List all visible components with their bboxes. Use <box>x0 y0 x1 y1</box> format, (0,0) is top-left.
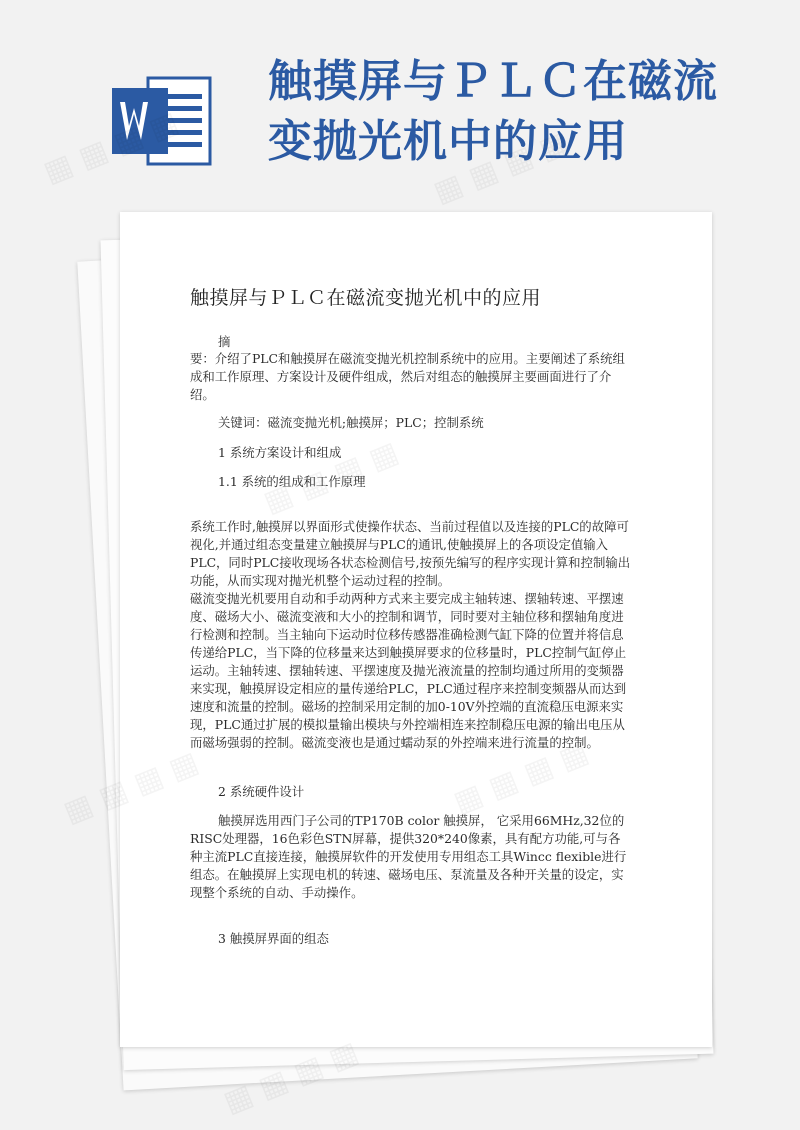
keywords: 关键词：磁流变抛光机;触摸屏；PLC；控制系统 <box>218 415 484 430</box>
body-paragraph-2: 磁流变抛光机要用自动和手动两种方式来主要完成主轴转速、摆轴转速、平摆速度、磁场大小、磁流变液和大小的控制和调节，同时要对主轴位移和摆轴角度进行检测和控制。当主轴向下运动时位移传感器准确检测气缸下降的位置并将信息传递给PLC，当下降的位移量来达到触摸屏要求的位移量时，PLC控制气缸停止运动。主轴转速、摆轴转速、平摆速度及抛光液流量的控制均通过所用的变频器来实现，触摸屏设定相应的量传递给PLC，PLC通过程序来控制变频器从而达到速度和流量的控制。磁场的控制采用定制的加0-10V外控端的直流稳压电源来实现，PLC通过扩展的模拟量输出模块与外控端相连来控制稳压电源的输出电压从而磁场强弱的控制。磁流变液也是通过蠕动泵的外控端来进行流量的控制。 <box>190 591 627 750</box>
document-title: 触摸屏与ＰＬＣ在磁流变抛光机中的应用 <box>190 287 542 309</box>
section-heading-3: 3 触摸屏界面的组态 <box>218 931 329 946</box>
section-heading-2: 2 系统硬件设计 <box>218 784 305 799</box>
section-heading-1-1: 1.1 系统的组成和工作原理 <box>218 474 366 489</box>
abstract-text: 要：介绍了PLC和触摸屏在磁流变抛光机控制系统中的应用。主要阐述了系统组成和工作原理、方案设计及硬件组成，然后对组态的触摸屏主要画面进行了介绍。 <box>190 351 625 402</box>
body-paragraph-3: 触摸屏选用西门子公司的TP170B color 触摸屏， 它采用66MHz,32位的RISC处理器，16色彩色STN屏幕，提供320*240像素，具有配方功能,可与各种主流PLC直接连接，触摸屏软件的开发使用专用组态工具Wincc flexible进行组态。在触摸屏上实现电机的转速、磁场电压、泵流量及各种开关量的设定，实现整个系统的自动、手动操作。 <box>190 813 627 900</box>
section-heading-1: 1 系统方案设计和组成 <box>218 445 342 460</box>
banner-title: 触摸屏与ＰＬＣ在磁流变抛光机中的应用 <box>268 56 718 167</box>
abstract-label: 摘 <box>218 334 231 349</box>
word-document-icon <box>110 68 215 173</box>
body-paragraph-1: 系统工作时,触摸屏以界面形式使操作状态、当前过程值以及连接的PLC的故障可视化,并通过组态变量建立触摸屏与PLC的通讯,使触摸屏上的各项设定值输入PLC，同时PLC接收现场各状态检测信号,按预先编写的程序实现计算和控制输出功能，从而实现对抛光机整个运动过程的控制。 <box>190 519 631 588</box>
